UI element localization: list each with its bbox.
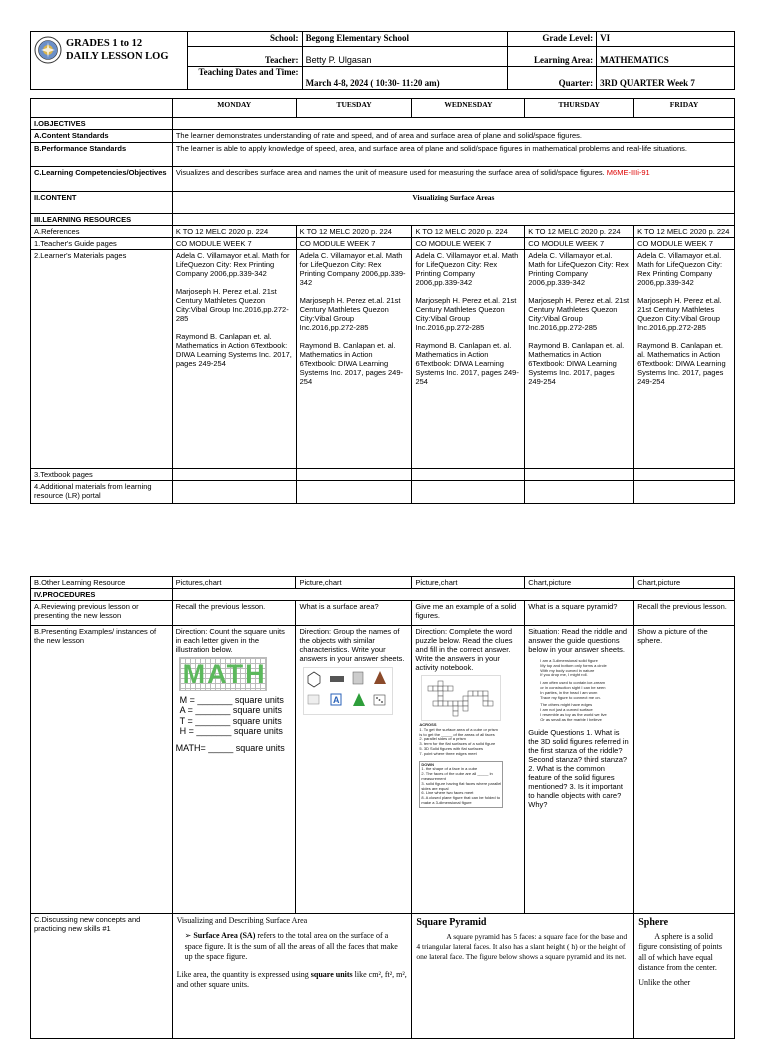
down-clue: 2. The faces of the cube are all _____ in measurement xyxy=(421,771,493,781)
disc-paragraph xyxy=(177,970,408,991)
guide-thursday: CO MODULE WEEK 7 xyxy=(525,238,634,250)
presenting-thursday-situation: Situation: Read the riddle and answer the guide questions below in your answer sheets. xyxy=(528,627,628,654)
materials-friday xyxy=(634,250,735,469)
reference-monday: K TO 12 MELC 2020 p. 224 xyxy=(172,226,296,238)
competencies-label: C.Learning Competencies/Objectives xyxy=(31,167,173,192)
day-header-wednesday: WEDNESDAY xyxy=(412,99,525,118)
reference-wednesday: K TO 12 MELC 2020 p. 224 xyxy=(412,226,525,238)
guide-wednesday: CO MODULE WEEK 7 xyxy=(412,238,525,250)
down-clue: 6. Line where two faces meet xyxy=(421,790,474,796)
materials-ref-1: Adela C. Villamayor et.al. Math for LifeQuezon City: Rex Printing Company 2006,pp.339-342 xyxy=(637,251,723,287)
day-header-friday: FRIDAY xyxy=(634,99,735,118)
disc-paragraph-bold: square units xyxy=(310,969,353,979)
review-thursday: What is a square pyramid? xyxy=(525,601,634,626)
riddle-line: I am a 3-dimensional solid figure xyxy=(540,658,598,663)
sphere-title: Sphere xyxy=(638,917,669,928)
header-table xyxy=(30,31,735,90)
lesson-table-bottom xyxy=(30,576,735,1039)
presenting-wednesday-direction: Direction: Complete the word puzzle below. Read the clues and fill in the correct answer. Write the answers in your activity notebook. xyxy=(415,627,513,672)
additional-materials-label: 4.Additional materials from learning resource (LR) portal xyxy=(31,481,173,504)
other-resources-tuesday: Picture,chart xyxy=(296,577,412,589)
riddle-line: I am often used to contain ice-cream xyxy=(540,680,605,686)
materials-ref-3: Raymond B. Canlapan et. al. Mathematics in Action 6Textbook: DIWA Learning Systems Inc. 2017, pages 249-254 xyxy=(528,341,625,386)
content-standards-text: The learner demonstrates understanding of rate and speed, and of area and surface area of plane and solid/space figures. xyxy=(172,130,734,143)
arrow-bullet-icon: ➢ xyxy=(184,931,192,941)
materials-tuesday xyxy=(296,250,412,469)
dates-label: Teaching Dates and Time: xyxy=(187,67,302,90)
reference-friday: K TO 12 MELC 2020 p. 224 xyxy=(634,226,735,238)
materials-wednesday xyxy=(412,250,525,469)
presenting-tuesday-direction: Direction: Group the names of the objects with similar characteristics. Write your answers in your answer sheets. xyxy=(299,627,405,663)
teacher-label: Teacher: xyxy=(187,47,302,67)
math-grid-word: MATH xyxy=(182,659,267,689)
presenting-thursday xyxy=(525,626,634,914)
other-resources-friday: Chart,picture xyxy=(634,577,735,589)
riddle-line: My top and bottom only forms a circle xyxy=(540,662,607,668)
school-label: School: xyxy=(187,32,302,47)
down-clue: 1. the shape of a face in a cube xyxy=(421,766,478,772)
day-header-thursday: THURSDAY xyxy=(525,99,634,118)
performance-standards-text: The learner is able to apply knowledge of speed, area, and surface area of plane and solid/space figures in mathematical problems and real-life situations. xyxy=(172,143,734,167)
other-resources-thursday: Chart,picture xyxy=(525,577,634,589)
down-title: DOWN xyxy=(421,761,435,767)
content-label: II.CONTENT xyxy=(31,192,173,214)
textbook-pages-label: 3.Textbook pages xyxy=(31,469,173,481)
math-grid-illustration xyxy=(179,657,267,691)
disc-title: Visualizing and Describing Surface Area xyxy=(176,916,308,925)
presenting-label: B.Presenting Examples/ instances of the new lesson xyxy=(31,626,173,914)
discussing-square-pyramid xyxy=(412,914,634,1039)
riddle-line: In parties, in the head I am worn xyxy=(540,689,598,695)
competency-code: M6ME-IIIi-91 xyxy=(606,168,650,177)
riddle-line: Or as small as the marble I believe xyxy=(540,716,602,722)
reviewing-label: A.Reviewing previous lesson or presenting the new lesson xyxy=(31,601,173,626)
guide-monday: CO MODULE WEEK 7 xyxy=(172,238,296,250)
materials-ref-1: Adela C. Villamayor et.al. Math for LifeQuezon City: Rex Printing Company 2006,pp.339-342 xyxy=(528,251,629,287)
materials-ref-3: Raymond B. Canlapan et. al. Mathematics in Action 6Textbook: DIWA Learning Systems Inc. 2017, pages 249-254 xyxy=(299,341,404,386)
content-standards-label: A.Content Standards xyxy=(31,130,173,143)
across-title: ACROSS xyxy=(419,722,437,727)
disc-paragraph-b: like cm², ft², m², and other square units. xyxy=(176,969,407,989)
materials-ref-1: Adela C. Villamayor et.al. Math for LifeQuezon City: Rex Printing Company 2006,pp.339-342 xyxy=(415,251,519,287)
day-header-tuesday: TUESDAY xyxy=(296,99,412,118)
reference-tuesday: K TO 12 MELC 2020 p. 224 xyxy=(296,226,412,238)
objects-picture xyxy=(303,667,393,715)
lesson-title: Visualizing Surface Areas xyxy=(172,192,734,214)
sphere-text-2: Unlike the other xyxy=(638,977,691,987)
down-clue: 3. solid figure having flat faces where parallel sides are equal xyxy=(421,780,502,791)
learners-materials-label: 2.Learner's Materials pages xyxy=(31,250,173,469)
dll-title-line2: DAILY LESSON LOG xyxy=(66,50,169,62)
pyramid-title: Square Pyramid xyxy=(416,917,487,928)
math-line-m: M = _______ square units xyxy=(179,695,284,705)
svg-text:A: A xyxy=(333,695,340,705)
materials-ref-3: Raymond B. Canlapan et. al. Mathematics in Action 6Textbook: DIWA Learning Systems Inc. 2017, pages 249-254 xyxy=(415,341,519,386)
materials-ref-2: Marjoseph H. Perez et.al. 21st Century Mathletes Quezon City:Vibal Group Inc.2016,pp.272-285 xyxy=(528,296,630,332)
grade-value: VI xyxy=(597,32,735,47)
presenting-wednesday xyxy=(412,626,525,914)
down-clues xyxy=(419,761,503,808)
other-resources-wednesday: Picture,chart xyxy=(412,577,525,589)
disc-paragraph-a: Like area, the quantity is expressed using xyxy=(176,969,309,979)
math-total-line: MATH= _____ square units xyxy=(175,743,285,754)
down-clue: 8. A closed plane figure that can be folded to make a 3-dimensional figure xyxy=(421,795,501,805)
across-clue: 5. 3D Solid figures with flat surfaces xyxy=(419,745,483,751)
review-monday: Recall the previous lesson. xyxy=(172,601,296,626)
pyramid-text: A square pyramid has 5 faces: a square face for the base and 4 triangular lateral faces. It also has a slant height ( h) or the height of one lateral face. The figure below shows a square pyramid and its net. xyxy=(416,932,628,961)
objectives-label: I.OBJECTIVES xyxy=(31,118,173,130)
materials-monday xyxy=(172,250,296,469)
dll-title-line1: GRADES 1 to 12 xyxy=(66,38,143,49)
performance-standards-label: B.Performance Standards xyxy=(31,143,173,167)
riddle-line: I resemble as toy as the world we live xyxy=(540,711,607,717)
riddle-line: Trace my figure to connect me on. xyxy=(540,694,601,700)
grade-label: Grade Level: xyxy=(508,32,597,47)
teachers-guide-label: 1.Teacher's Guide pages xyxy=(31,238,173,250)
materials-ref-2: Marjoseph H. Perez et.al. 21st Century Mathletes Quezon City:Vibal Group Inc.2016,pp.272-285 xyxy=(299,296,401,332)
teacher-value: Betty P. Ulgasan xyxy=(302,47,508,67)
other-resources-monday: Pictures,chart xyxy=(172,577,296,589)
materials-thursday xyxy=(525,250,634,469)
materials-ref-2: Marjoseph H. Perez et.al. 21st Century Mathletes Quezon City:Vibal Group Inc.2016,pp.272-285 xyxy=(175,287,289,323)
disc-bullet-text: refers to the total area on the surface of a space figure. It is the sum of all the areas of all the faces that make up the space figure. xyxy=(184,931,398,962)
disc-bullet-term: Surface Area (SA) xyxy=(193,931,256,941)
guide-tuesday: CO MODULE WEEK 7 xyxy=(296,238,412,250)
presenting-monday-direction: Direction: Count the square units in each letter given in the illustration below. xyxy=(175,627,285,654)
riddle-line: or in construction sight I can be seen xyxy=(540,684,606,690)
learning-resources-label: III.LEARNING RESOURCES xyxy=(31,214,173,226)
review-wednesday: Give me an example of a solid figures. xyxy=(412,601,525,626)
across-clue: 2. parallel sides of a prism xyxy=(419,736,466,742)
across-clue: 7. point where three edges meet xyxy=(419,750,477,756)
materials-ref-3: Raymond B. Canlapan et. al. Mathematics in Action 6Textbook: DIWA Learning Systems Inc. 2017, pages 249-254 xyxy=(175,332,292,368)
materials-ref-2: Marjoseph H. Perez et.al. 21st Century Mathletes Quezon City:Vibal Group Inc.2016,pp.272-285 xyxy=(415,296,517,332)
math-line-h: H = _______ square units xyxy=(179,726,283,737)
reference-thursday: K TO 12 MELC 2020 p. 224 xyxy=(525,226,634,238)
school-value: Begong Elementary School xyxy=(302,32,508,47)
across-clue: 1. To get the surface area of a cube or prism is to get the _____ of the areas of all faces xyxy=(419,726,498,737)
other-resources-label: B.Other Learning Resource xyxy=(31,577,173,589)
across-clues xyxy=(419,723,499,757)
materials-ref-1: Adela C. Villamayor et.al. Math for LifeQuezon City: Rex Printing Company 2006,pp.339-342 xyxy=(175,251,290,278)
across-clue: 3. term for the flat surfaces of a solid figure xyxy=(419,741,496,747)
materials-ref-1: Adela C. Villamayor et.al. Math for LifeQuezon City: Rex Printing Company 2006,pp.339-342 xyxy=(299,251,406,287)
materials-ref-2: Marjoseph H. Perez et.al. 21st Century Mathletes Quezon City:Vibal Group Inc.2016,pp.272-285 xyxy=(637,296,722,332)
references-label: A.References xyxy=(31,226,173,238)
dates-value: March 4-8, 2024 ( 10:30- 11:20 am) xyxy=(302,67,508,90)
area-label: Learning Area: xyxy=(508,47,597,67)
disc-bullet xyxy=(177,931,408,962)
materials-ref-3: Raymond B. Canlapan et. al. Mathematics in Action 6Textbook: DIWA Learning Systems Inc. 2017, pages 249-254 xyxy=(637,341,726,386)
area-value: MATHEMATICS xyxy=(597,47,735,67)
discussing-surface-area xyxy=(172,914,412,1039)
riddle-line: I am not just a curved surface xyxy=(540,707,593,713)
discussing-label: C.Discussing new concepts and practicing new skills #1 xyxy=(31,914,173,1039)
lesson-table-top xyxy=(30,98,735,504)
discussing-sphere xyxy=(634,914,735,1039)
review-tuesday: What is a surface area? xyxy=(296,601,412,626)
sphere-text: A sphere is a solid figure consisting of points all of which have equal distance from the center. xyxy=(638,932,722,973)
quarter-value: 3RD QUARTER Week 7 xyxy=(597,67,735,90)
presenting-friday: Show a picture of the sphere. xyxy=(634,626,735,914)
day-header-monday: MONDAY xyxy=(172,99,296,118)
competencies-text: Visualizes and describes surface area and names the unit of measure used for measuring the surface area of solid/space figures. xyxy=(175,168,605,177)
presenting-tuesday xyxy=(296,626,412,914)
quarter-label: Quarter: xyxy=(508,67,597,90)
math-line-t: T = _______ square units xyxy=(179,715,282,726)
guide-questions: Guide Questions 1. What is the 3D solid figures referred in the first stanza of the riddle? Second stanza? third stanza? 2. What is the common feature of the solid figures mentioned? 3. Is it important to handle objects with care? Why? xyxy=(528,727,629,809)
procedures-label: IV.PROCEDURES xyxy=(31,589,173,601)
math-line-a: A = _______ square units xyxy=(179,705,282,716)
riddle-line: The others might have edges xyxy=(540,702,593,708)
competencies-cell xyxy=(172,167,734,192)
review-friday: Recall the previous lesson. xyxy=(634,601,735,626)
guide-friday: CO MODULE WEEK 7 xyxy=(634,238,735,250)
presenting-monday xyxy=(172,626,296,914)
riddle-line: With my body curved in nature xyxy=(540,667,595,673)
crossword-puzzle xyxy=(421,675,501,721)
riddle-box xyxy=(538,657,624,725)
riddle-line: If you drop me, I might roll. xyxy=(540,672,588,678)
